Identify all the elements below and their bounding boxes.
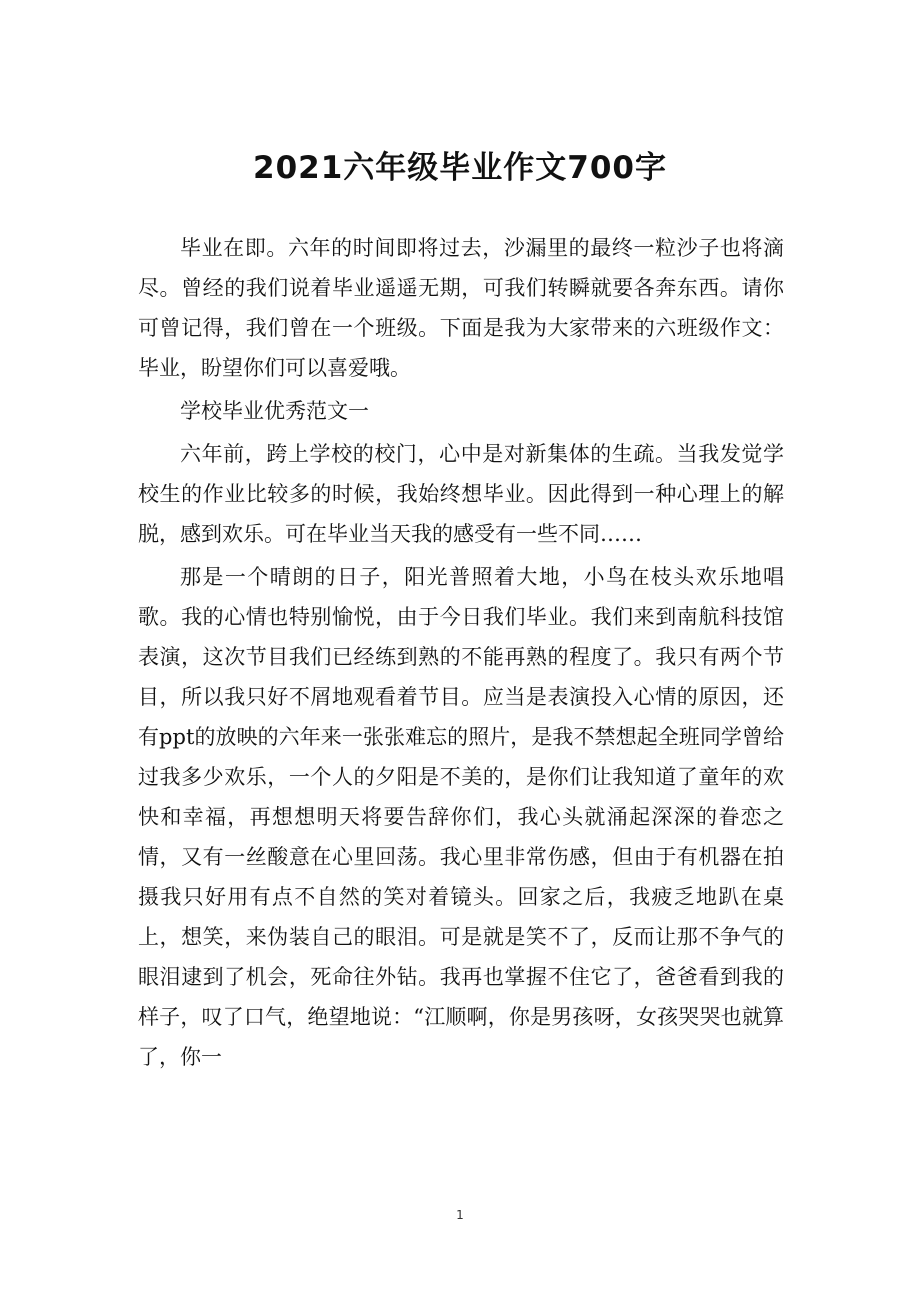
paragraph-intro: 毕业在即。六年的时间即将过去，沙漏里的最终一粒沙子也将滴尽。曾经的我们说着毕业遥遥无期，可我们转瞬就要各奔东西。请你可曾记得，我们曾在一个班级。下面是我为大家带来的六班级作文：毕业，盼望你们可以喜爱哦。 — [138, 236, 784, 380]
paragraph-2: 那是一个晴朗的日子，阳光普照着大地，小鸟在枝头欢乐地唱歌。我的心情也特别愉悦，由于今日我们毕业。我们来到南航科技馆表演，这次节目我们已经练到熟的不能再熟的程度了。我只有两个节目，所以我只好不屑地观看着节目。应当是表演投入心情的原因，还有ppt的放映的六年来一张张难忘的照片，是我不禁想起全班同学曾给过我多少欢乐，一个人的夕阳是不美的，是你们让我知道了童年的欢快和幸福，再想想明天将要告辞你们，我心头就涌起深深的眷恋之情，又有一丝酸意在心里回荡。我心里非常伤感，但由于有机器在拍摄我只好用有点不自然的笑对着镜头。回家之后，我疲乏地趴在桌上，想笑，来伪装自己的眼泪。可是就是笑不了，反而让那不争气的眼泪逮到了机会，死命往外钻。我再也掌握不住它了，爸爸看到我的样子，叹了口气，绝望地说：“江顺啊，你是男孩呀，女孩哭哭也就算了，你一 — [138, 565, 784, 1069]
page-number: 1 — [456, 1208, 464, 1222]
document-body — [138, 228, 784, 1080]
document-title: 2021六年级毕业作文700字 — [253, 150, 667, 186]
section-heading: 学校毕业优秀范文一 — [180, 399, 369, 423]
paragraph-1: 六年前，跨上学校的校门，心中是对新集体的生疏。当我发觉学校生的作业比较多的时候，我始终想毕业。因此得到一种心理上的解脱，感到欢乐。可在毕业当天我的感受有一些不同…… — [138, 442, 784, 546]
